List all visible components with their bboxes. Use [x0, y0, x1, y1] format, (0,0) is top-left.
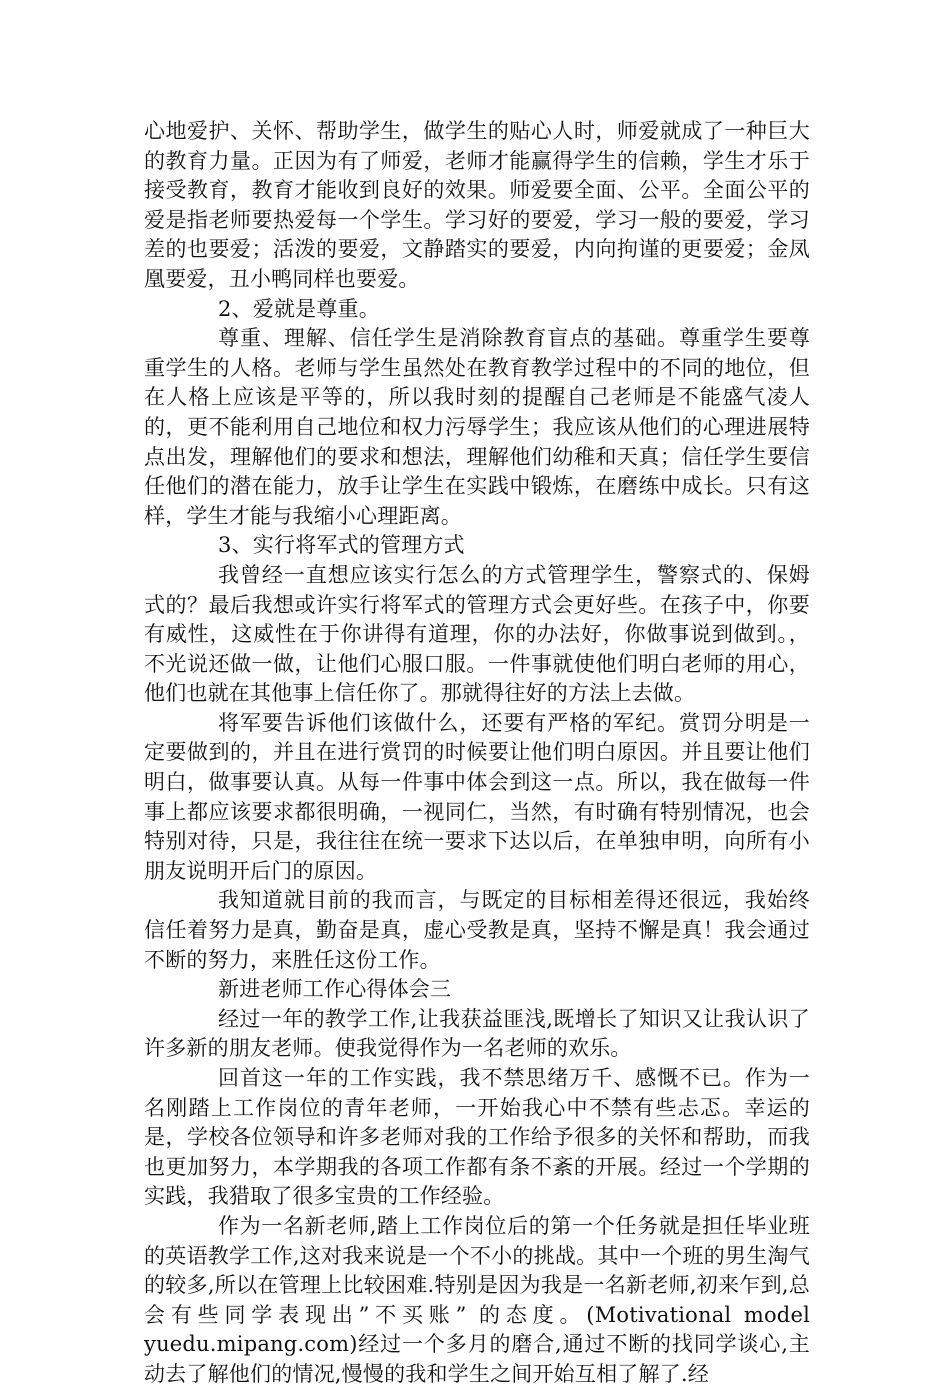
- paragraph-respect-students: 尊重、理解、信任学生是消除教育盲点的基础。尊重学生要尊重学生的人格。老师与学生虽然处在教育教学过程中的不同的地位，但在人格上应该是平等的，所以我时刻的提醒自己老师是不能盛气凌人的，更不能利用自己地位和权力污辱学生；我应该从他们的心理进展特点出发，理解他们的要求和想法，理解他们幼稚和天真；信任学生要信任他们的潜在能力，放手让学生在实践中锻炼，在磨练中成长。只有这样，学生才能与我缩小心理距离。: [144, 326, 810, 528]
- paragraph-teacher-love: 心地爱护、关怀、帮助学生，做学生的贴心人时，师爱就成了一种巨大的教育力量。正因为有了师爱，老师才能赢得学生的信赖，学生才乐于接受教育，教育才能收到良好的效果。师爱要全面、公平。全面公平的爱是指老师要热爱每一个学生。学习好的要爱，学习一般的要爱，学习差的也要爱；活泼的要爱，文静踏实的要爱，内向拘谨的更要爱；金凤凰要爱，丑小鸭同样也要爱。: [144, 119, 810, 291]
- paragraph-self-reflection: 我知道就目前的我而言，与既定的目标相差得还很远，我始终信任着努力是真，勤奋是真，虚心受教是真，坚持不懈是真！我会通过不断的努力，来胜任这份工作。: [144, 888, 810, 972]
- paragraph-discipline: 将军要告诉他们该做什么，还要有严格的军纪。赏罚分明是一定要做到的，并且在进行赏罚的时候要让他们明白原因。并且要让他们明白，做事要认真。从每一件事中体会到这一点。所以，我在做每一件事上都应该要求都很明确，一视同仁，当然，有时确有特别情况，也会特别对待，只是，我往往在统一要求下达以后，在单独申明，向所有小朋友说明开后门的原因。: [144, 710, 810, 883]
- paragraph-management-approach: 我曾经一直想应该实行怎么的方式管理学生，警察式的、保姆式的？最后我想或许实行将军式的管理方式会更好些。在孩子中，你要有威性，这威性在于你讲得有道理，你的办法好，你做事说到做到。，不光说还做一做，让他们心服口服。一件事就使他们明白老师的用心，他们也就在其他事上信任你了。那就得往好的方法上去做。: [144, 562, 810, 706]
- paragraph-one-year-teaching: 经过一年的教学工作,让我获益匪浅,既增长了知识又让我认识了许多新的朋友老师。使我觉得作为一名老师的欢乐。: [144, 1006, 810, 1061]
- section-title-new-teacher-three: 新进老师工作心得体会三: [218, 977, 452, 1002]
- paragraph-first-task: 作为一名新老师,踏上工作岗位后的第一个任务就是担任毕业班的英语教学工作,这对我来说是一个不小的挑战。其中一个班的男生淘气的较多,所以在管理上比较困难.特别是因为我是一名新老师,初来乍到,总会有些同学表现出”不买账” 的态度。(Motivational model yuedu.mipang.com)经过一个多月的磨合,通过不断的找同学谈心,主动去了解他们的情况,慢慢的我和学生之间开始互相了解了.经: [144, 1213, 810, 1386]
- document-body: [144, 117, 810, 1390]
- heading-love-is-respect: 2、爱就是尊重。: [218, 296, 380, 321]
- paragraph-looking-back: 回首这一年的工作实践，我不禁思绪万千、感慨不已。作为一名刚踏上工作岗位的青年老师，一开始我心中不禁有些忐忑。幸运的是，学校各位领导和许多老师对我的工作给予很多的关怀和帮助，而我也更加努力，本学期我的各项工作都有条不紊的开展。经过一个学期的实践，我猎取了很多宝贵的工作经验。: [144, 1066, 810, 1209]
- heading-general-style-management: 3、实行将军式的管理方式: [218, 533, 465, 558]
